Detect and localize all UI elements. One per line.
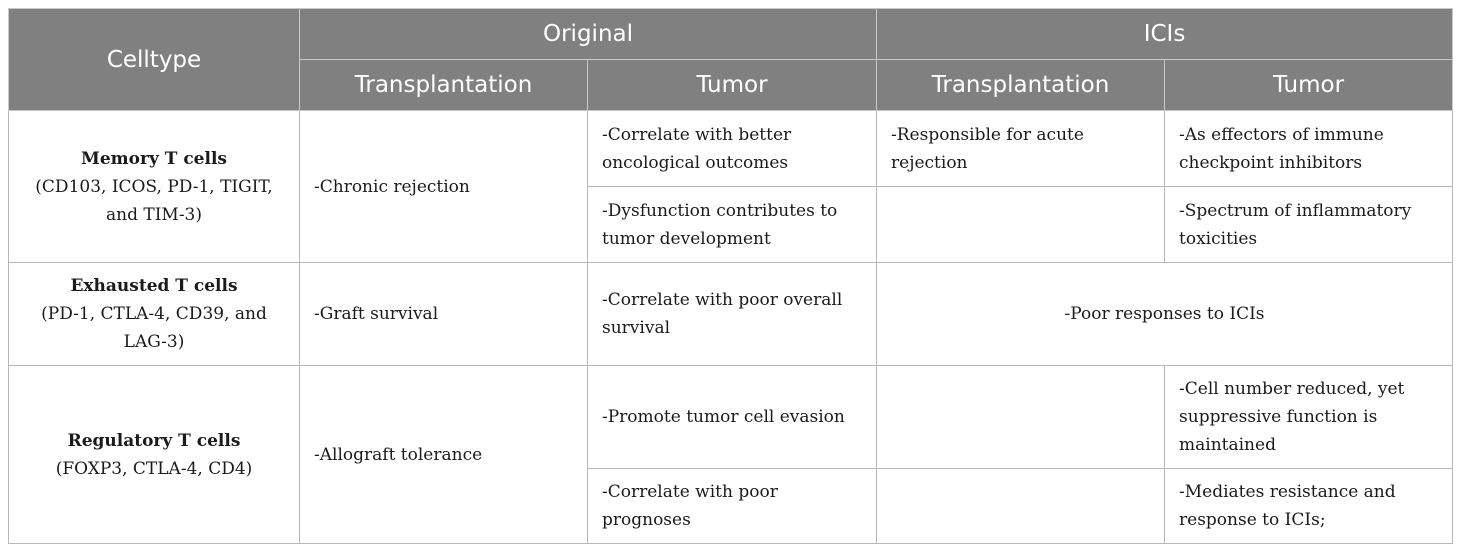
regulatory-original-tumor-2: -Correlate with poor prognoses [588,469,877,544]
header-icis-transplantation: Transplantation [877,60,1165,111]
celltype-name: Exhausted T cells [70,276,238,296]
exhausted-icis: -Poor responses to ICIs [877,263,1453,366]
exhausted-original-transplantation: -Graft survival [300,263,588,366]
header-icis-tumor: Tumor [1165,60,1453,111]
celltype-markers: (PD-1, CTLA-4, CD39, and LAG-3) [41,304,267,352]
celltype-regulatory [9,366,300,544]
celltype-markers: (FOXP3, CTLA-4, CD4) [55,458,253,479]
regulatory-icis-tumor-2: -Mediates resistance and response to ICIs; [1165,469,1453,544]
memory-original-tumor-1: -Correlate with better oncological outcomes [588,111,877,187]
memory-icis-tumor-1: -As effectors of immune checkpoint inhibitors [1165,111,1453,187]
header-original: Original [300,9,877,60]
exhausted-original-tumor: -Correlate with poor overall survival [588,263,877,366]
celltype-memory [9,111,300,263]
regulatory-icis-transplantation-2 [877,469,1165,544]
cell-comparison-table [8,8,1453,544]
header-icis: ICIs [877,9,1453,60]
regulatory-icis-transplantation-1 [877,366,1165,469]
header-celltype: Celltype [9,9,300,111]
memory-original-tumor-2: -Dysfunction contributes to tumor development [588,187,877,263]
celltype-name: Regulatory T cells [67,430,241,451]
table-row [9,111,1453,187]
table-row [9,366,1453,469]
header-original-tumor: Tumor [588,60,877,111]
header-row-groups [9,9,1453,60]
regulatory-original-transplantation: -Allograft tolerance [300,366,588,544]
table-row [9,263,1453,366]
memory-icis-transplantation-2 [877,187,1165,263]
regulatory-original-tumor-1: -Promote tumor cell evasion [588,366,877,469]
celltype-markers: (CD103, ICOS, PD-1, TIGIT, and TIM-3) [35,176,273,225]
celltype-name: Memory T cells [81,148,227,169]
memory-original-transplantation: -Chronic rejection [300,111,588,263]
header-original-transplantation: Transplantation [300,60,588,111]
memory-icis-tumor-2: -Spectrum of inflammatory toxicities [1165,187,1453,263]
celltype-exhausted [9,263,300,366]
regulatory-icis-tumor-1: -Cell number reduced, yet suppressive function is maintained [1165,366,1453,469]
memory-icis-transplantation-1: -Responsible for acute rejection [877,111,1165,187]
